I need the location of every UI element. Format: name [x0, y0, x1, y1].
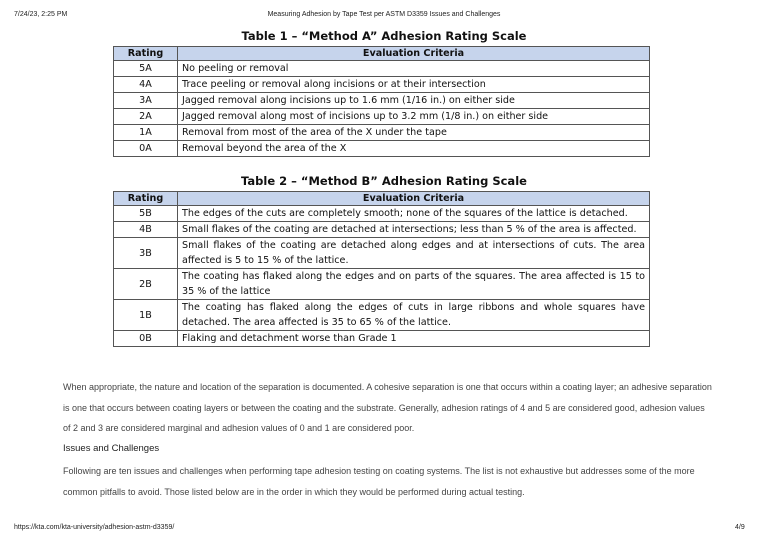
table-row	[114, 300, 650, 331]
criteria-cell: Small flakes of the coating are detached along edges and at intersections of cuts. The area affected is 5 to 15 % of the lattice.	[178, 238, 650, 269]
criteria-cell: Removal beyond the area of the X	[178, 141, 650, 157]
table-row	[114, 331, 650, 347]
table-row	[114, 141, 650, 157]
rating-cell: 1A	[114, 125, 178, 141]
rating-cell: 1B	[114, 300, 178, 331]
table1-title: Table 1 – “Method A” Adhesion Rating Scale	[241, 29, 527, 43]
criteria-cell: The coating has flaked along the edges of cuts in large ribbons and whole squares have detached. The area affected is 35 to 65 % of the lattice.	[178, 300, 650, 331]
table-row	[114, 93, 650, 109]
criteria-column-header: Evaluation Criteria	[178, 192, 650, 206]
table2-title: Table 2 – “Method B” Adhesion Rating Scale	[241, 174, 527, 188]
criteria-cell: The coating has flaked along the edges and on parts of the squares. The area affected is 15 to 35 % of the lattice	[178, 269, 650, 300]
rating-cell: 2B	[114, 269, 178, 300]
rating-cell: 4A	[114, 77, 178, 93]
table2-body	[114, 206, 650, 347]
rating-cell: 5A	[114, 61, 178, 77]
table-row	[114, 61, 650, 77]
criteria-cell: Jagged removal along incisions up to 1.6 mm (1/16 in.) on either side	[178, 93, 650, 109]
criteria-cell: Small flakes of the coating are detached at intersections; less than 5 % of the area is affected.	[178, 222, 650, 238]
rating-cell: 0B	[114, 331, 178, 347]
table-row	[114, 77, 650, 93]
criteria-cell: Jagged removal along most of incisions up to 3.2 mm (1/8 in.) on either side	[178, 109, 650, 125]
table-row	[114, 222, 650, 238]
separation-paragraph: When appropriate, the nature and location of the separation is documented. A cohesive separation is one that occurs within a coating layer; an adhesive separation is one that occurs between coating layers or between the coating and the substrate. Generally, adhesion ratings of 4 and 5 are considered good, adhesion values of 2 and 3 are considered marginal and adhesion values of 0 and 1 are considered poor.	[63, 382, 712, 434]
table-row	[114, 269, 650, 300]
rating-cell: 2A	[114, 109, 178, 125]
table-header-row	[114, 192, 650, 206]
print-page-title: Measuring Adhesion by Tape Test per ASTM D3359 Issues and Challenges	[267, 11, 501, 18]
criteria-cell: Removal from most of the area of the X under the tape	[178, 125, 650, 141]
rating-cell: 4B	[114, 222, 178, 238]
table-header-row	[114, 47, 650, 61]
criteria-cell: The edges of the cuts are completely smooth; none of the squares of the lattice is detached.	[178, 206, 650, 222]
print-date: 7/24/23, 2:25 PM	[14, 11, 68, 18]
table-row	[114, 125, 650, 141]
rating-column-header: Rating	[114, 47, 178, 61]
table-row	[114, 206, 650, 222]
criteria-cell: No peeling or removal	[178, 61, 650, 77]
table-row	[114, 109, 650, 125]
method-b-rating-table	[113, 191, 650, 347]
criteria-cell: Trace peeling or removal along incisions or at their intersection	[178, 77, 650, 93]
table1-body	[114, 61, 650, 157]
method-a-rating-table	[113, 46, 650, 157]
table-row	[114, 238, 650, 269]
criteria-cell: Flaking and detachment worse than Grade 1	[178, 331, 650, 347]
criteria-column-header: Evaluation Criteria	[178, 47, 650, 61]
rating-cell: 3A	[114, 93, 178, 109]
rating-cell: 3B	[114, 238, 178, 269]
issues-intro-paragraph: Following are ten issues and challenges when performing tape adhesion testing on coating systems. The list is not exhaustive but addresses some of the more common pitfalls to avoid. Those listed below are in the order in which they would be performed during actual testing.	[63, 466, 695, 497]
page-url: https://kta.com/kta-university/adhesion-astm-d3359/	[14, 524, 175, 531]
issues-subheading: Issues and Challenges	[63, 443, 160, 454]
page-number: 4/9	[735, 524, 745, 531]
rating-cell: 5B	[114, 206, 178, 222]
rating-cell: 0A	[114, 141, 178, 157]
rating-column-header: Rating	[114, 192, 178, 206]
